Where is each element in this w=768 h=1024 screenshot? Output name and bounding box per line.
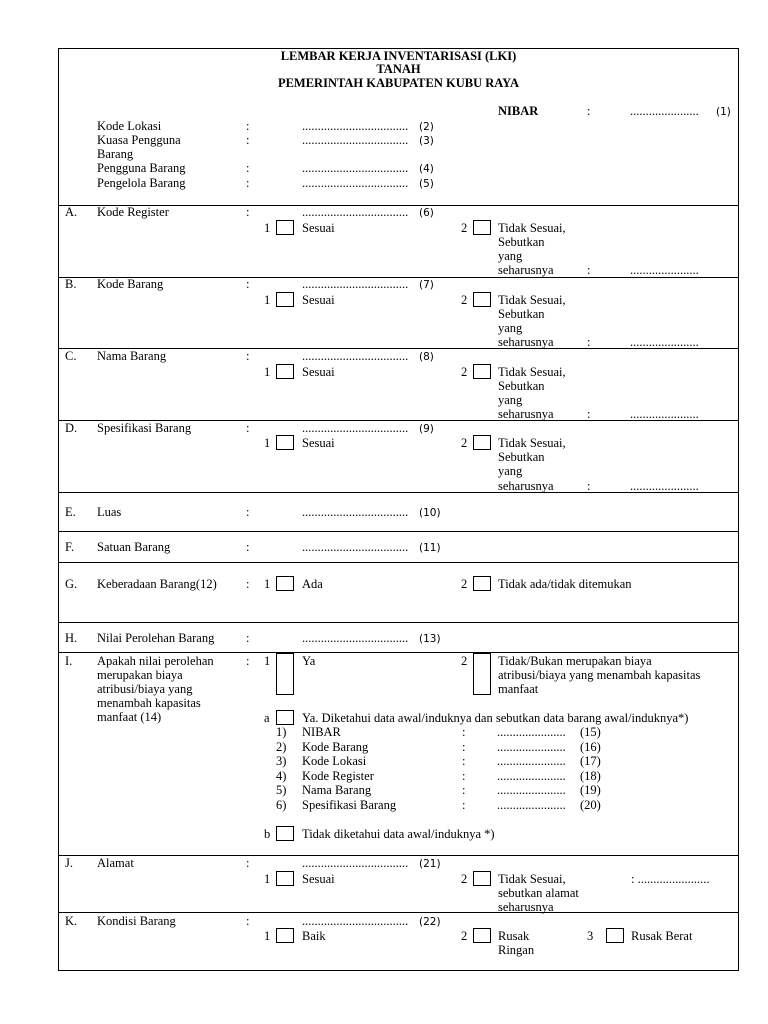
luas-field[interactable]: .................................. <box>302 505 409 519</box>
option-number: 2 <box>461 577 468 591</box>
tidak-sesuai-checkbox[interactable] <box>473 292 491 307</box>
kode-barang-label: Kode Barang <box>97 277 164 291</box>
option-number: 2 <box>461 436 468 450</box>
divider <box>58 562 739 563</box>
colon: : <box>587 407 591 421</box>
tidak-bukan-label: manfaat <box>498 682 539 696</box>
ya-checkbox[interactable] <box>276 653 294 695</box>
tidak-sesuai-label: Tidak Sesuai, <box>498 221 566 235</box>
spesifikasi-barang-field[interactable]: .................................. <box>302 421 409 435</box>
tidak-sesuai-label: Tidak Sesuai, <box>498 293 566 307</box>
nibar-field[interactable]: ...................... <box>630 104 699 118</box>
sub-number: 5) <box>276 783 287 797</box>
sesuai-checkbox[interactable] <box>276 435 294 450</box>
nama-barang-label: Nama Barang <box>97 349 167 363</box>
seharusnya-field[interactable]: ...................... <box>630 263 699 277</box>
divider <box>58 652 739 653</box>
option-number: 1 <box>264 872 271 886</box>
sesuai-checkbox[interactable] <box>276 871 294 886</box>
field-number: (11) <box>419 542 441 554</box>
field-number: (7) <box>419 279 434 291</box>
field-number: (1) <box>716 106 731 118</box>
colon: : <box>246 421 250 435</box>
rusak-ringan-label: Rusak <box>498 929 530 943</box>
seharusnya-field[interactable]: ...................... <box>630 335 699 349</box>
tidak-sesuai-label: Tidak Sesuai, <box>498 436 566 450</box>
option-number: 1 <box>264 293 271 307</box>
spesifikasi-barang-label: Spesifikasi Barang <box>97 421 192 435</box>
nibar-label: NIBAR <box>498 104 539 118</box>
colon: : <box>462 783 466 797</box>
sesuai-label: Sesuai <box>302 365 335 379</box>
colon: : <box>246 631 250 645</box>
baik-checkbox[interactable] <box>276 928 294 943</box>
field-number: (10) <box>419 507 441 519</box>
yang-label: yang <box>498 249 523 263</box>
field-number: (22) <box>419 916 441 928</box>
diketahui-checkbox[interactable] <box>276 710 294 725</box>
seharusnya-label: seharusnya <box>498 479 554 493</box>
colon: : <box>246 505 250 519</box>
sub-number: 4) <box>276 769 287 783</box>
sub-number: 1) <box>276 725 287 739</box>
section-letter: J. <box>65 856 73 870</box>
ada-label: Ada <box>302 577 323 591</box>
kode-lokasi-label: Kode Lokasi <box>97 119 162 133</box>
nama-barang-field[interactable]: .................................. <box>302 349 409 363</box>
pengelola-barang-field[interactable]: .................................. <box>302 176 409 190</box>
question-line: manfaat (14) <box>97 710 162 724</box>
kode-lokasi-field[interactable]: .................................. <box>302 119 409 133</box>
baik-label: Baik <box>302 929 326 943</box>
sub-number: 3) <box>276 754 287 768</box>
question-line: menambah kapasitas <box>97 696 201 710</box>
seharusnya-label: seharusnya <box>498 335 554 349</box>
option-letter: a <box>264 711 270 725</box>
colon: : <box>462 725 466 739</box>
option-number: 2 <box>461 365 468 379</box>
kuasa-pengguna-label-2: Barang <box>97 147 134 161</box>
divider <box>58 622 739 623</box>
satuan-barang-field[interactable]: .................................. <box>302 540 409 554</box>
seharusnya-label: seharusnya <box>498 407 554 421</box>
divider <box>58 912 739 913</box>
field-number: (5) <box>419 178 434 190</box>
colon: : <box>246 914 250 928</box>
colon: : <box>462 769 466 783</box>
colon: : <box>246 349 250 363</box>
field-number: (6) <box>419 207 434 219</box>
pengguna-barang-label: Pengguna Barang <box>97 161 186 175</box>
sesuai-checkbox[interactable] <box>276 364 294 379</box>
sesuai-checkbox[interactable] <box>276 220 294 235</box>
field-number: (2) <box>419 121 434 133</box>
tidak-bukan-label: atribusi/biaya yang menambah kapasitas <box>498 668 701 682</box>
option-number: 2 <box>461 872 468 886</box>
colon: : <box>246 277 250 291</box>
field-number: (19) <box>580 783 601 797</box>
colon: : <box>246 654 250 668</box>
tidak-bukan-checkbox[interactable] <box>473 653 491 695</box>
form-subtitle: TANAH <box>376 62 421 76</box>
section-letter: H. <box>65 631 78 645</box>
tidak-diketahui-checkbox[interactable] <box>276 826 294 841</box>
section-letter: A. <box>65 205 78 219</box>
nilai-perolehan-field[interactable]: .................................. <box>302 631 409 645</box>
sebutkan-label: Sebutkan <box>498 450 545 464</box>
colon: : <box>246 119 250 133</box>
colon: : <box>246 577 250 591</box>
divider <box>58 531 739 532</box>
yang-label: yang <box>498 393 523 407</box>
option-number: 1 <box>264 577 271 591</box>
satuan-barang-label: Satuan Barang <box>97 540 171 554</box>
tidak-diketahui-label: Tidak diketahui data awal/induknya *) <box>302 827 495 841</box>
question-line: merupakan biaya <box>97 668 183 682</box>
question-line: Apakah nilai perolehan <box>97 654 214 668</box>
sub-number: 6) <box>276 798 287 812</box>
field-number: (8) <box>419 351 434 363</box>
sub-spesifikasi-barang-label: Spesifikasi Barang <box>302 798 397 812</box>
field-number: (15) <box>580 725 601 739</box>
ada-checkbox[interactable] <box>276 576 294 591</box>
tidak-sesuai-checkbox[interactable] <box>473 220 491 235</box>
field-number: (9) <box>419 423 434 435</box>
colon: : <box>246 856 250 870</box>
tidak-sesuai-checkbox[interactable] <box>473 435 491 450</box>
section-letter: C. <box>65 349 77 363</box>
kode-register-field[interactable]: .................................. <box>302 205 409 219</box>
kuasa-pengguna-field[interactable]: .................................. <box>302 133 409 147</box>
colon: : <box>246 176 250 190</box>
colon: : <box>462 798 466 812</box>
kode-barang-field[interactable]: .................................. <box>302 277 409 291</box>
option-number: 2 <box>461 221 468 235</box>
form-title: LEMBAR KERJA INVENTARISASI (LKI) <box>280 49 517 63</box>
sub-kode-barang-field[interactable]: ...................... <box>497 740 566 754</box>
sesuai-label: Sesuai <box>302 436 335 450</box>
sesuai-label: Sesuai <box>302 872 335 886</box>
field-number: (20) <box>580 798 601 812</box>
diketahui-label: Ya. Diketahui data awal/induknya dan sebutkan data barang awal/induknya*) <box>302 711 689 725</box>
seharusnya-label: seharusnya <box>498 900 554 914</box>
sesuai-checkbox[interactable] <box>276 292 294 307</box>
colon: : <box>246 133 250 147</box>
field-number: (17) <box>580 754 601 768</box>
field-number: (3) <box>419 135 434 147</box>
kondisi-barang-field[interactable]: .................................. <box>302 914 409 928</box>
colon: : <box>587 479 591 493</box>
ya-label: Ya <box>302 654 316 668</box>
rusak-berat-label: Rusak Berat <box>631 929 693 943</box>
option-number: 1 <box>264 365 271 379</box>
colon: : <box>462 754 466 768</box>
section-letter: B. <box>65 277 77 291</box>
option-number: 2 <box>461 654 468 668</box>
option-number: 1 <box>264 436 271 450</box>
sub-kode-register-field[interactable]: ...................... <box>497 769 566 783</box>
alamat-label: Alamat <box>97 856 134 870</box>
sub-kode-lokasi-label: Kode Lokasi <box>302 754 367 768</box>
seharusnya-field[interactable]: ...................... <box>630 407 699 421</box>
luas-label: Luas <box>97 505 122 519</box>
colon: : <box>587 335 591 349</box>
field-number: (13) <box>419 633 441 645</box>
colon: : <box>246 205 250 219</box>
rusak-ringan-label-2: Ringan <box>498 943 535 957</box>
sub-nibar-label: NIBAR <box>302 725 341 739</box>
yang-label: yang <box>498 464 523 478</box>
pengelola-barang-label: Pengelola Barang <box>97 176 186 190</box>
tidak-sesuai-label: Tidak Sesuai, <box>498 872 566 886</box>
alamat-seharusnya-field[interactable]: : ....................... <box>631 872 710 886</box>
sub-kode-barang-label: Kode Barang <box>302 740 369 754</box>
tidak-ada-checkbox[interactable] <box>473 576 491 591</box>
sub-spesifikasi-barang-field[interactable]: ...................... <box>497 798 566 812</box>
section-letter: D. <box>65 421 78 435</box>
sub-nama-barang-label: Nama Barang <box>302 783 372 797</box>
section-letter: I. <box>65 654 73 668</box>
sesuai-label: Sesuai <box>302 293 335 307</box>
field-number: (16) <box>580 740 601 754</box>
kuasa-pengguna-label: Kuasa Pengguna <box>97 133 181 147</box>
sub-nama-barang-field[interactable]: ...................... <box>497 783 566 797</box>
kondisi-barang-label: Kondisi Barang <box>97 914 176 928</box>
tidak-ada-label: Tidak ada/tidak ditemukan <box>498 577 632 591</box>
tidak-sesuai-checkbox[interactable] <box>473 871 491 886</box>
seharusnya-label: seharusnya <box>498 263 554 277</box>
tidak-sesuai-label: Tidak Sesuai, <box>498 365 566 379</box>
rusak-berat-checkbox[interactable] <box>606 928 624 943</box>
pengguna-barang-field[interactable]: .................................. <box>302 161 409 175</box>
yang-label: yang <box>498 321 523 335</box>
colon: : <box>587 263 591 277</box>
field-number: (18) <box>580 769 601 783</box>
alamat-field[interactable]: .................................. <box>302 856 409 870</box>
option-number: 3 <box>587 929 594 943</box>
colon: : <box>587 104 591 118</box>
nilai-perolehan-label: Nilai Perolehan Barang <box>97 631 215 645</box>
question-line: atribusi/biaya yang <box>97 682 193 696</box>
option-number: 1 <box>264 654 271 668</box>
option-number: 1 <box>264 929 271 943</box>
option-letter: b <box>264 827 271 841</box>
sesuai-label: Sesuai <box>302 221 335 235</box>
section-letter: E. <box>65 505 76 519</box>
sub-kode-register-label: Kode Register <box>302 769 374 783</box>
colon: : <box>462 740 466 754</box>
section-letter: G. <box>65 577 78 591</box>
kode-register-label: Kode Register <box>97 205 169 219</box>
option-number: 1 <box>264 221 271 235</box>
field-number: (4) <box>419 163 434 175</box>
sub-nibar-field[interactable]: ...................... <box>497 725 566 739</box>
seharusnya-field[interactable]: ...................... <box>630 479 699 493</box>
keberadaan-barang-label: Keberadaan Barang(12) <box>97 577 217 591</box>
form-agency: PEMERINTAH KABUPATEN KUBU RAYA <box>277 76 520 90</box>
section-letter: K. <box>65 914 78 928</box>
sub-number: 2) <box>276 740 287 754</box>
rusak-ringan-checkbox[interactable] <box>473 928 491 943</box>
colon: : <box>246 540 250 554</box>
sebutkan-label: Sebutkan <box>498 379 545 393</box>
option-number: 2 <box>461 929 468 943</box>
sebutkan-label: Sebutkan <box>498 307 545 321</box>
colon: : <box>246 161 250 175</box>
sebutkan-label: Sebutkan <box>498 235 545 249</box>
section-letter: F. <box>65 540 75 554</box>
sebutkan-alamat-label: sebutkan alamat <box>498 886 579 900</box>
sub-kode-lokasi-field[interactable]: ...................... <box>497 754 566 768</box>
tidak-sesuai-checkbox[interactable] <box>473 364 491 379</box>
tidak-bukan-label: Tidak/Bukan merupakan biaya <box>498 654 652 668</box>
field-number: (21) <box>419 858 441 870</box>
option-number: 2 <box>461 293 468 307</box>
